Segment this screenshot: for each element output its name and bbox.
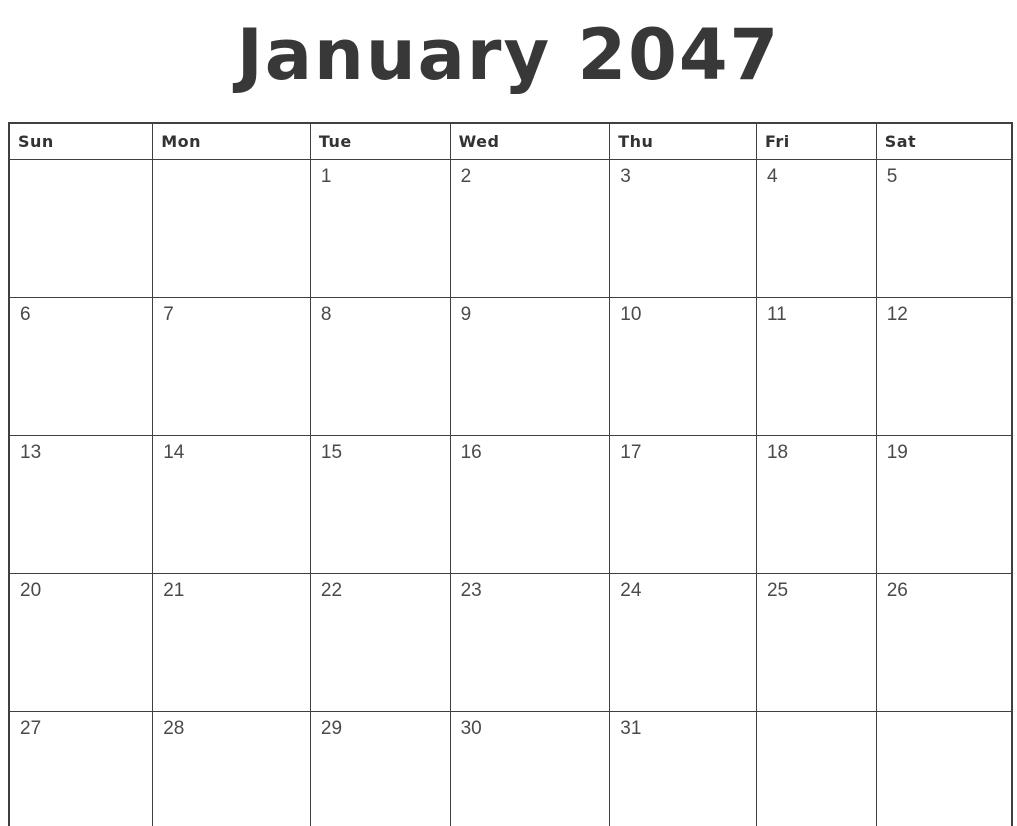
date-number: 31	[620, 718, 642, 739]
day-cell	[9, 298, 153, 436]
date-number: 18	[766, 442, 789, 463]
date-number: 10	[620, 304, 642, 325]
date-number: 13	[20, 442, 42, 463]
day-cell	[310, 160, 450, 298]
day-cell	[450, 712, 610, 826]
day-cell	[450, 574, 610, 712]
day-cell	[9, 436, 153, 574]
week-row	[9, 712, 1012, 826]
date-number: 23	[460, 580, 482, 601]
day-cell	[9, 712, 153, 826]
date-number: 11	[766, 304, 787, 325]
week-row	[9, 160, 1012, 298]
weekday-header-fri: Fri	[756, 123, 876, 160]
day-cell	[153, 712, 311, 826]
day-cell	[153, 298, 311, 436]
day-cell	[310, 574, 450, 712]
page-title: January 2047	[236, 14, 781, 96]
calendar-grid	[8, 122, 1013, 826]
weekday-header-wed: Wed	[450, 123, 610, 160]
day-cell	[610, 160, 757, 298]
date-number: 3	[620, 166, 631, 187]
day-cell	[153, 160, 311, 298]
weekday-header-sun: Sun	[9, 123, 153, 160]
date-number: 5	[886, 166, 898, 187]
day-cell	[610, 298, 757, 436]
date-number: 4	[766, 166, 778, 187]
day-cell	[610, 436, 757, 574]
date-number: 17	[620, 442, 642, 463]
date-number: 21	[163, 580, 185, 601]
date-number: 30	[460, 718, 482, 739]
date-number: 2	[460, 166, 472, 187]
day-cell	[450, 298, 610, 436]
date-number: 14	[163, 442, 185, 463]
weekday-header-tue: Tue	[310, 123, 450, 160]
weekday-header-mon: Mon	[153, 123, 311, 160]
day-cell	[756, 298, 876, 436]
day-cell	[876, 160, 1012, 298]
day-cell	[756, 436, 876, 574]
day-cell	[876, 436, 1012, 574]
date-number: 15	[320, 442, 343, 463]
day-cell	[610, 574, 757, 712]
day-cell	[310, 298, 450, 436]
day-cell	[153, 574, 311, 712]
date-number: 20	[20, 580, 42, 601]
date-number: 22	[320, 580, 343, 601]
day-cell	[756, 574, 876, 712]
weekday-header-thu: Thu	[610, 123, 757, 160]
date-number: 24	[620, 580, 642, 601]
day-cell	[450, 160, 610, 298]
day-cell	[9, 160, 153, 298]
day-cell	[876, 574, 1012, 712]
date-number: 12	[886, 304, 908, 325]
date-number: 29	[320, 718, 343, 739]
date-number: 26	[886, 580, 908, 601]
weekday-header-row	[9, 123, 1012, 160]
day-cell	[876, 712, 1012, 826]
date-number: 19	[886, 442, 908, 463]
date-number: 6	[20, 304, 31, 325]
day-cell	[310, 436, 450, 574]
date-number: 25	[766, 580, 789, 601]
date-number: 16	[460, 442, 482, 463]
day-cell	[310, 712, 450, 826]
date-number: 7	[163, 304, 174, 325]
day-cell	[756, 712, 876, 826]
week-row	[9, 436, 1012, 574]
date-number: 9	[460, 304, 472, 325]
date-number: 8	[320, 304, 332, 325]
date-number: 1	[320, 166, 332, 187]
week-row	[9, 298, 1012, 436]
day-cell	[610, 712, 757, 826]
day-cell	[153, 436, 311, 574]
week-row	[9, 574, 1012, 712]
day-cell	[9, 574, 153, 712]
day-cell	[756, 160, 876, 298]
day-cell	[450, 436, 610, 574]
date-number: 28	[163, 718, 185, 739]
weekday-header-sat: Sat	[876, 123, 1012, 160]
date-number: 27	[20, 718, 42, 739]
day-cell	[876, 298, 1012, 436]
